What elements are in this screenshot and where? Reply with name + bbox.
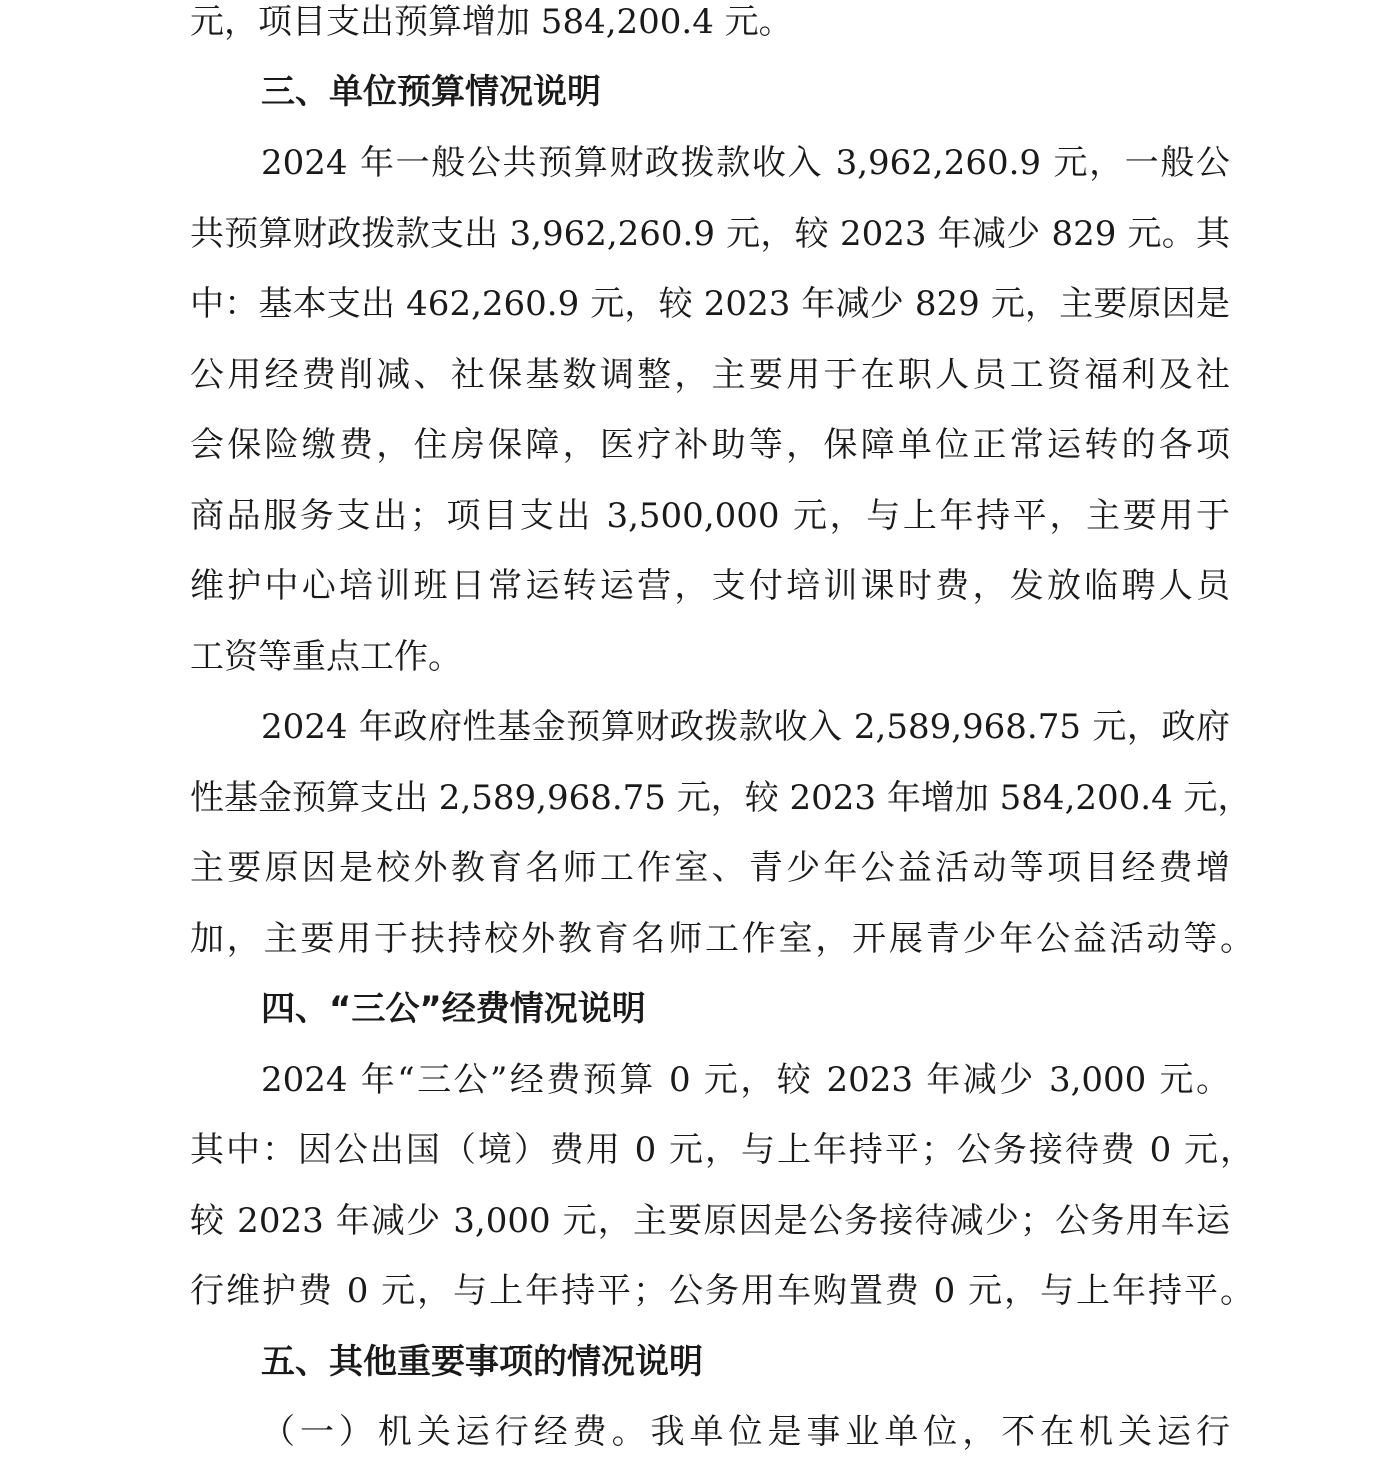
- paragraph-line: 性基金预算支出 2,589,968.75 元，较 2023 年增加 584,200.4 元，: [190, 778, 1252, 818]
- paragraph-line: 维护中心培训班日常运转运营，支付培训课时费，发放临聘人员: [190, 566, 1230, 606]
- paragraph-line: 工资等重点工作。: [190, 637, 462, 677]
- section-heading: 四、“三公”经费情况说明: [261, 989, 646, 1029]
- paragraph-line: （一）机关运行经费。我单位是事业单位，不在机关运行: [261, 1412, 1230, 1452]
- paragraph-line: 主要原因是校外教育名师工作室、青少年公益活动等项目经费增: [190, 848, 1230, 888]
- section-heading: 三、单位预算情况说明: [261, 72, 601, 112]
- paragraph-line: 2024 年一般公共预算财政拨款收入 3,962,260.9 元，一般公: [261, 143, 1230, 183]
- paragraph-line: 加，主要用于扶持校外教育名师工作室，开展青少年公益活动等。: [190, 919, 1254, 959]
- paragraph-line: 2024 年政府性基金预算财政拨款收入 2,589,968.75 元，政府: [261, 707, 1230, 747]
- paragraph-line: 共预算财政拨款支出 3,962,260.9 元，较 2023 年减少 829 元。其: [190, 214, 1230, 254]
- section-heading: 五、其他重要事项的情况说明: [261, 1342, 703, 1382]
- paragraph-line: 商品服务支出；项目支出 3,500,000 元，与上年持平，主要用于: [190, 496, 1230, 536]
- paragraph-line: 元，项目支出预算增加 584,200.4 元。: [190, 2, 793, 42]
- paragraph-line: 会保险缴费，住房保障，医疗补助等，保障单位正常运转的各项: [190, 425, 1230, 465]
- paragraph-line: 较 2023 年减少 3,000 元，主要原因是公务接待减少；公务用车运: [190, 1201, 1230, 1241]
- paragraph-line: 行维护费 0 元，与上年持平；公务用车购置费 0 元，与上年持平。: [190, 1271, 1254, 1311]
- paragraph-line: 中：基本支出 462,260.9 元，较 2023 年减少 829 元，主要原因是: [190, 284, 1230, 324]
- paragraph-line: 其中：因公出国（境）费用 0 元，与上年持平；公务接待费 0 元，: [190, 1130, 1254, 1170]
- paragraph-line: 2024 年“三公”经费预算 0 元，较 2023 年减少 3,000 元。: [261, 1060, 1230, 1100]
- paragraph-line: 公用经费削减、社保基数调整，主要用于在职人员工资福利及社: [190, 355, 1230, 395]
